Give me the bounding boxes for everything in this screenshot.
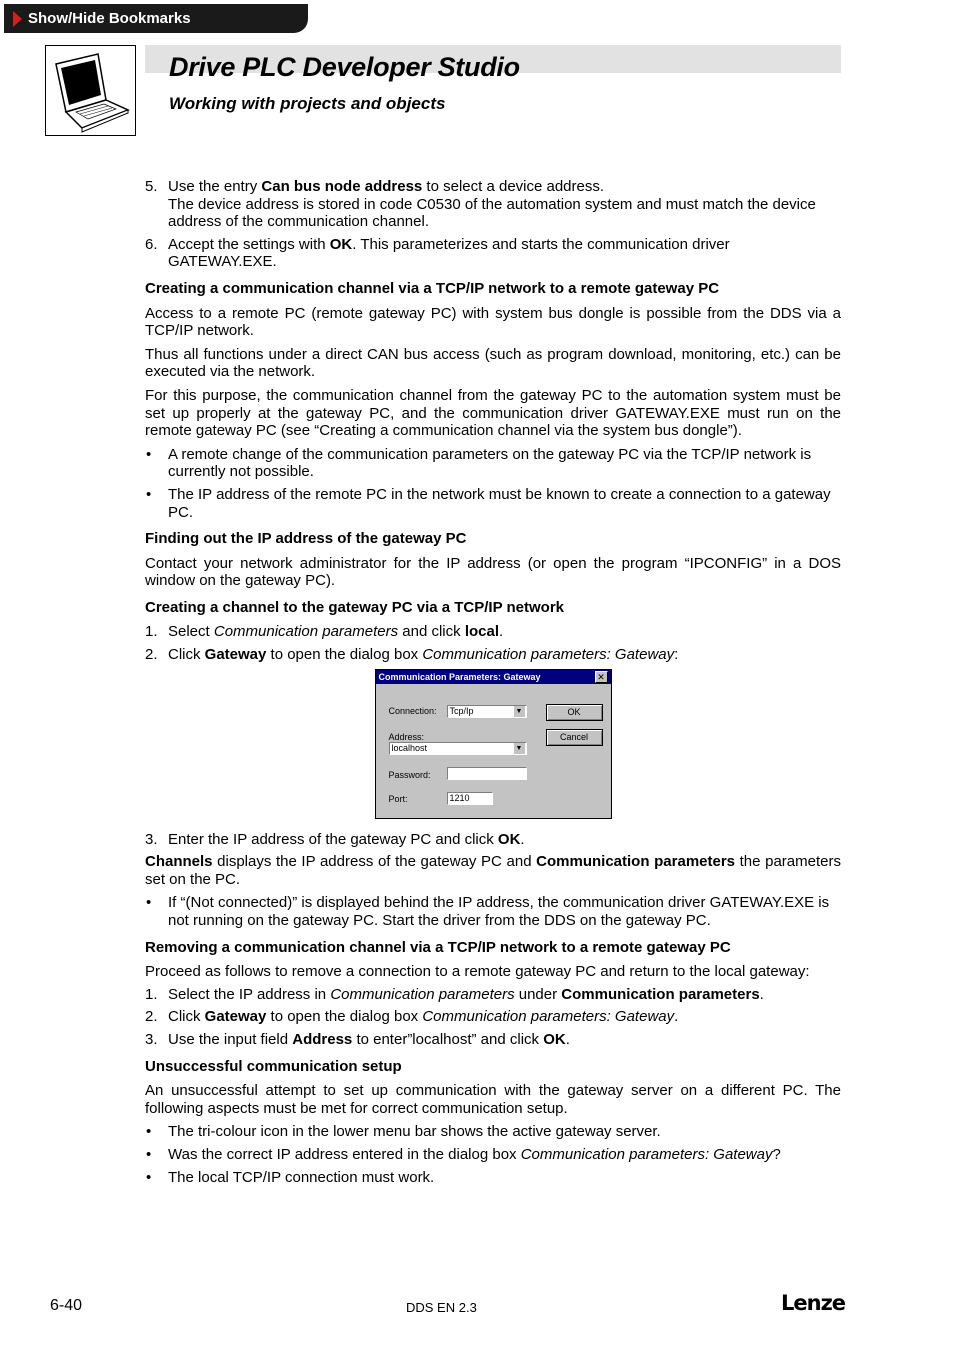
ok-button[interactable]: OK [546, 704, 603, 721]
paragraph: Thus all functions under a direct CAN bus access (such as program download, monitoring, etc.) can be executed via the network. [145, 345, 841, 381]
step-text: The device address is stored in code C0530 of the automation system and must match the device address of the communication channel. [168, 195, 816, 231]
step-bold: local [464, 623, 499, 641]
list-number: 5. [145, 178, 158, 195]
paragraph: An unsuccessful attempt to set up communication with the gateway server on a different PC. The following aspects must be met for correct communication setup. [145, 1082, 841, 1117]
step-text: Select the IP address in [168, 985, 331, 1003]
list-number: 1. [145, 623, 158, 641]
show-hide-bookmarks-button[interactable] [4, 4, 308, 33]
close-icon[interactable]: ✕ [595, 671, 608, 683]
chevron-down-icon[interactable]: ▼ [514, 706, 525, 717]
laptop-icon [46, 46, 135, 135]
step-text: under [514, 985, 562, 1003]
cancel-button[interactable]: Cancel [546, 729, 603, 746]
step-text: . This parameterizes and starts the communication driver GATEWAY.EXE. [168, 235, 730, 271]
list-number: 1. [145, 985, 158, 1003]
page-content [145, 178, 841, 1191]
dialog-title: Communication Parameters: Gateway [378, 671, 541, 682]
paragraph [145, 853, 841, 888]
port-label: Port: [388, 793, 408, 804]
bullet-italic: Communication parameters: Gateway [520, 1145, 773, 1163]
bold-term: Channels [145, 853, 213, 871]
step-italic: Communication parameters: Gateway [422, 1008, 675, 1026]
paragraph-text: displays the IP address of the gateway PC and [212, 853, 537, 871]
bullet-icon: • [146, 1145, 152, 1163]
list-item [145, 623, 841, 641]
lenze-logo: Lenze [781, 1291, 846, 1315]
address-label: Address: [388, 731, 425, 742]
step-text: . [499, 623, 504, 641]
step-text: to open the dialog box [266, 646, 423, 664]
address-value: localhost [391, 742, 428, 753]
step-bold: OK [497, 830, 521, 848]
bullet-text: The tri-colour icon in the lower menu bar shows the active gateway server. [168, 1123, 661, 1141]
connection-value: Tcp/Ip [449, 705, 474, 716]
bullet-text: If “(Not connected)” is displayed behind the IP address, the communication driver GATEWAY.EXE is not running on the gateway PC. Start the driver from the DDS on the gateway PC. [168, 894, 830, 930]
section-heading: Creating a channel to the gateway PC via a TCP/IP network [145, 598, 565, 616]
paragraph: Proceed as follows to remove a connection to a remote gateway PC and return to the local gateway: [145, 963, 810, 981]
chevron-down-icon[interactable]: ▼ [514, 743, 525, 754]
step-text: . [674, 1008, 679, 1026]
bullet-icon: • [146, 485, 152, 503]
paragraph: Access to a remote PC (remote gateway PC) with system bus dongle is possible from the DDS via a TCP/IP network. [145, 304, 841, 340]
paragraph: Contact your network administrator for the IP address (or open the program “IPCONFIG” in a DOS window on the gateway PC). [145, 554, 841, 590]
step-text: to select a device address. [422, 178, 605, 195]
section-heading: Removing a communication channel via a TCP/IP network to a remote gateway PC [145, 938, 731, 956]
list-number: 3. [145, 1031, 158, 1048]
step-text: to open the dialog box [266, 1008, 423, 1026]
step-text: Select [168, 623, 214, 641]
bullet-item [145, 446, 841, 481]
step-text: and click [398, 623, 465, 641]
step-text: Use the entry [168, 178, 262, 195]
step-italic: Communication parameters [213, 623, 399, 641]
list-number: 3. [145, 830, 158, 848]
bullet-icon: • [146, 1168, 152, 1186]
bullet-item [145, 1169, 841, 1187]
step-bold: Gateway [204, 1008, 267, 1026]
list-item [145, 178, 841, 231]
section-heading: Finding out the IP address of the gateway PC [145, 530, 467, 548]
list-item [145, 1008, 841, 1026]
bullet-icon: • [146, 1123, 152, 1141]
bullet-item [145, 1146, 841, 1164]
step-bold: Communication parameters [561, 985, 760, 1003]
step-text: Accept the settings with [168, 235, 330, 253]
list-number: 2. [145, 646, 158, 664]
step-text: Use the input field [168, 1031, 293, 1048]
bullet-item [145, 486, 841, 521]
page-number: 6-40 [50, 1297, 83, 1314]
bullet-text: A remote change of the communication parameters on the gateway PC via the TCP/IP network is currently not possible. [168, 445, 812, 481]
list-item [145, 236, 841, 271]
dialog-title-bar [376, 670, 611, 684]
bullet-icon: • [146, 894, 152, 912]
step-bold: Can bus node address [261, 178, 423, 195]
list-item [145, 646, 841, 664]
connection-label: Connection: [388, 705, 437, 716]
section-heading: Creating a communication channel via a TCP/IP network to a remote gateway PC [145, 279, 720, 297]
section-heading: Unsuccessful communication setup [145, 1057, 402, 1075]
dialog-figure [145, 669, 841, 819]
bold-term: Communication parameters [536, 853, 736, 871]
bullet-text: The local TCP/IP connection must work. [168, 1168, 435, 1186]
bullet-text: The IP address of the remote PC in the network must be known to create a connection to a gateway PC. [168, 485, 831, 521]
paragraph: For this purpose, the communication channel from the gateway PC to the automation system must be set up properly at the gateway PC, and the communication driver GATEWAY.EXE must run on the remote gateway PC (see “Creating a communication channel via the system bus dongle”). [145, 386, 841, 440]
step-text: Click [168, 646, 205, 664]
list-number: 6. [145, 235, 158, 253]
bullet-text: Was the correct IP address entered in the dialog box [168, 1145, 521, 1163]
step-italic: Communication parameters [330, 985, 515, 1003]
paragraph-text: the parameters set on the PC. [145, 853, 841, 888]
step-text: . [520, 830, 525, 848]
step-text: : [674, 646, 679, 664]
step-text: . [565, 1031, 570, 1048]
bullet-item [145, 894, 841, 929]
step-bold: OK [329, 235, 353, 253]
communication-parameters-dialog [375, 669, 612, 819]
step-text: . [759, 985, 764, 1003]
triangle-right-icon [13, 11, 22, 27]
list-item [145, 1031, 841, 1049]
step-text: Enter the IP address of the gateway PC and click [168, 830, 498, 848]
list-item [145, 986, 841, 1004]
bullet-icon: • [146, 445, 152, 463]
list-number: 2. [145, 1008, 158, 1026]
address-combobox[interactable] [389, 742, 527, 755]
bookmarks-label: Show/Hide Bookmarks [28, 10, 191, 27]
list-item [145, 831, 841, 849]
bullet-item [145, 1123, 841, 1141]
port-input[interactable]: 1210 [447, 792, 493, 805]
step-bold: Gateway [204, 646, 267, 664]
document-subtitle: Working with projects and objects [169, 94, 446, 113]
step-bold: OK [543, 1031, 566, 1048]
password-input[interactable] [447, 767, 527, 780]
step-text: to enter”localhost” and click [352, 1031, 544, 1048]
connection-select[interactable] [447, 705, 527, 718]
step-italic: Communication parameters: Gateway [422, 646, 675, 664]
step-bold: Address [292, 1031, 353, 1048]
step-text: Click [168, 1008, 205, 1026]
bullet-text: ? [772, 1145, 781, 1163]
document-code: DDS EN 2.3 [406, 1300, 477, 1315]
laptop-logo-box [45, 45, 136, 136]
password-label: Password: [388, 769, 431, 780]
document-title: Drive PLC Developer Studio [169, 52, 520, 82]
